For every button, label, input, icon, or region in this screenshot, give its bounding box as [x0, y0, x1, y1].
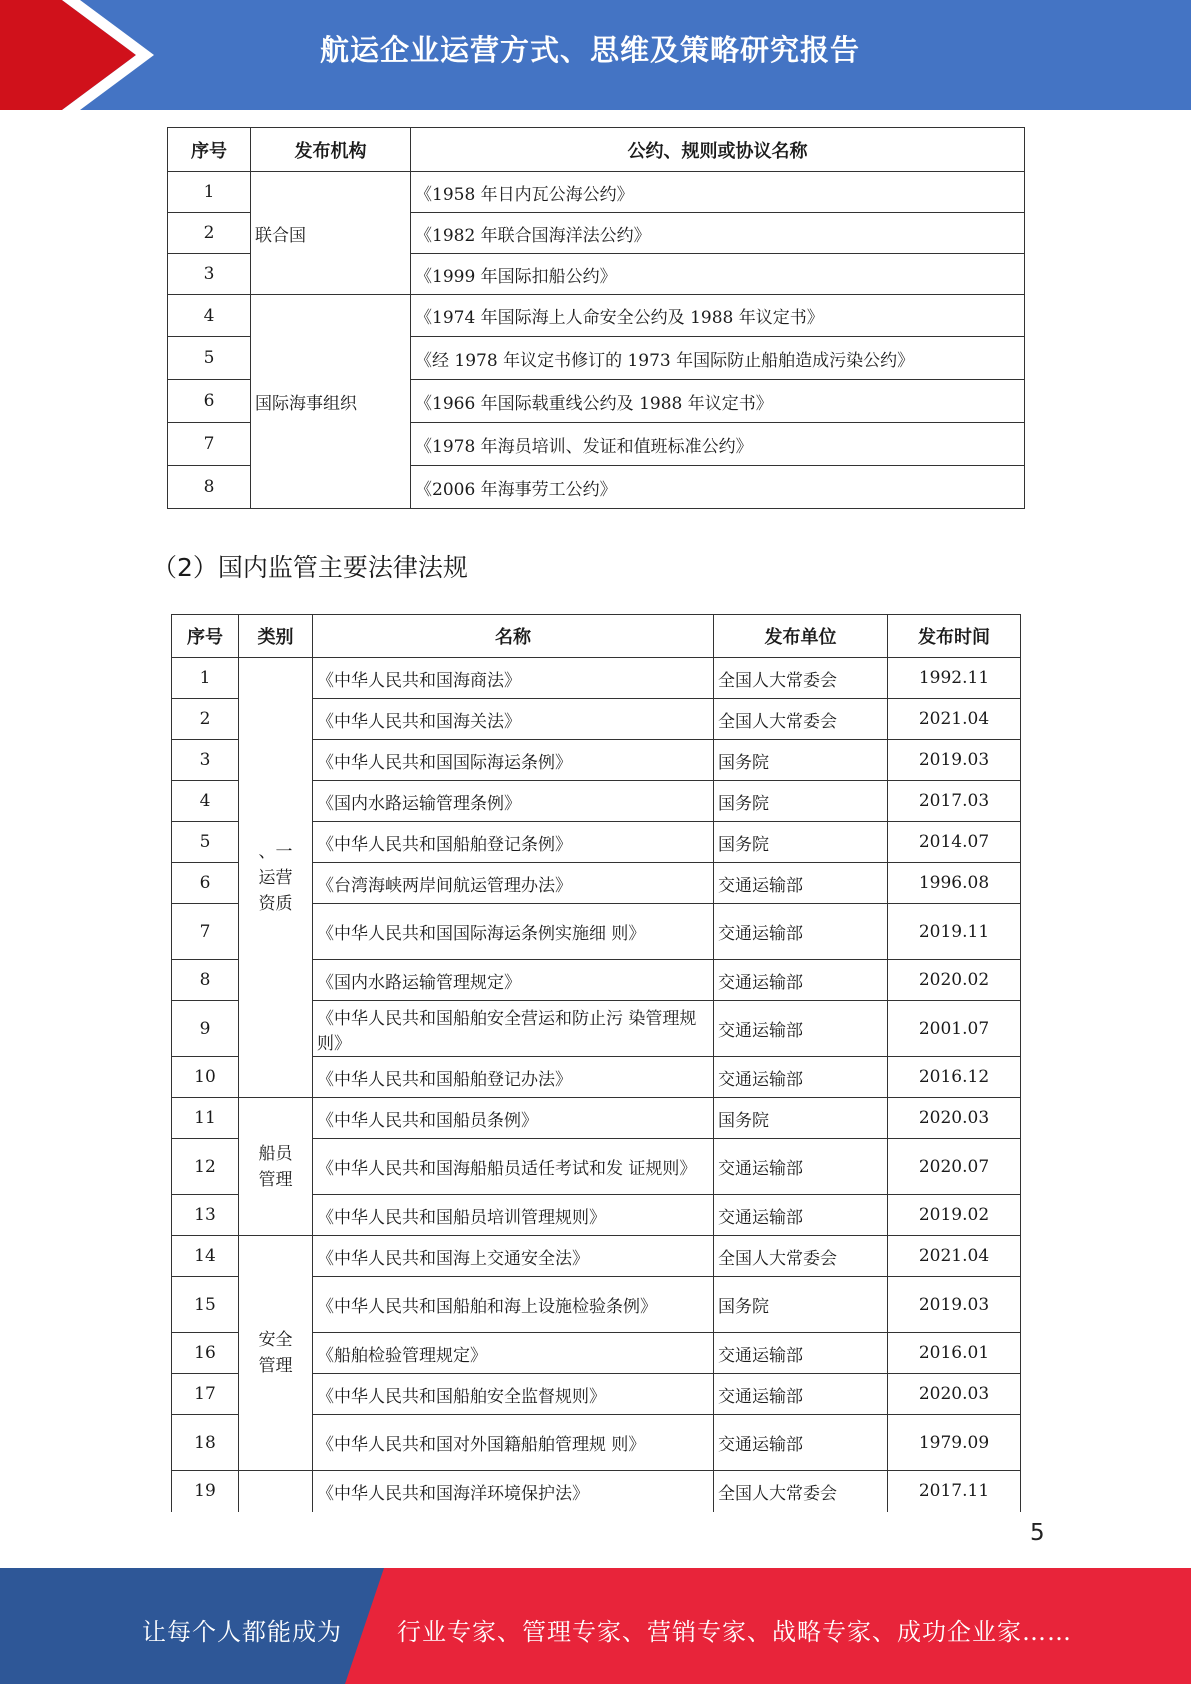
org-cell: 国际海事组织: [251, 295, 411, 509]
row-no: 16: [172, 1333, 239, 1374]
issuer: 交通运输部: [714, 1195, 888, 1236]
regulation-name: 《中华人民共和国船舶登记条例》: [313, 822, 714, 863]
regulation-name: 《国内水路运输管理规定》: [313, 960, 714, 1001]
issuer: 交通运输部: [714, 1333, 888, 1374]
row-no: 3: [168, 254, 251, 295]
regulation-name: 《中华人民共和国国际海运条例》: [313, 740, 714, 781]
issuer: 国务院: [714, 1277, 888, 1333]
category-line: 、一: [258, 841, 293, 862]
issuer: 国务院: [714, 822, 888, 863]
issue-date: 2021.04: [888, 1236, 1021, 1277]
issue-date: 2016.01: [888, 1333, 1021, 1374]
issuer: 交通运输部: [714, 863, 888, 904]
regulation-name: 《中华人民共和国海商法》: [313, 658, 714, 699]
col-header-date: 发布时间: [888, 615, 1021, 658]
row-no: 10: [172, 1057, 239, 1098]
row-no: 5: [168, 337, 251, 380]
table-header-row: [172, 615, 1021, 658]
issuer: 交通运输部: [714, 1374, 888, 1415]
issue-date: 2017.03: [888, 781, 1021, 822]
row-no: 7: [168, 423, 251, 466]
col-header-name: 公约、规则或协议名称: [411, 128, 1025, 172]
row-no: 19: [172, 1471, 239, 1512]
col-header-org: 发布机构: [251, 128, 411, 172]
regulation-name: 《船舶检验管理规定》: [313, 1333, 714, 1374]
row-no: 15: [172, 1277, 239, 1333]
issuer: 交通运输部: [714, 1415, 888, 1471]
regulation-name: 《中华人民共和国海洋环境保护法》: [313, 1471, 714, 1512]
regulation-name: 《中华人民共和国海上交通安全法》: [313, 1236, 714, 1277]
issue-date: 2019.11: [888, 904, 1021, 960]
regulation-name: 《中华人民共和国海船船员适任考试和发 证规则》: [313, 1139, 714, 1195]
row-no: 8: [172, 960, 239, 1001]
regulation-name: 《中华人民共和国船舶登记办法》: [313, 1057, 714, 1098]
row-no: 7: [172, 904, 239, 960]
issuer: 国务院: [714, 781, 888, 822]
regulation-name: 《台湾海峡两岸间航运管理办法》: [313, 863, 714, 904]
section-title: （2）国内监管主要法律法规: [152, 553, 468, 582]
row-no: 5: [172, 822, 239, 863]
issue-date: 2019.03: [888, 740, 1021, 781]
issue-date: 2020.03: [888, 1098, 1021, 1139]
issue-date: 2014.07: [888, 822, 1021, 863]
issuer: 交通运输部: [714, 904, 888, 960]
footer-slogan-left: 让每个人都能成为: [142, 1618, 342, 1646]
row-no: 2: [172, 699, 239, 740]
convention-name: 《经 1978 年议定书修订的 1973 年国际防止船舶造成污染公约》: [411, 337, 1025, 380]
issue-date: 2017.11: [888, 1471, 1021, 1512]
regulation-name: 《中华人民共和国船舶安全监督规则》: [313, 1374, 714, 1415]
category-line: 资质: [258, 893, 293, 914]
regulation-name: 《中华人民共和国海关法》: [313, 699, 714, 740]
convention-name: 《2006 年海事劳工公约》: [411, 466, 1025, 509]
row-no: 14: [172, 1236, 239, 1277]
col-header-issuer: 发布单位: [714, 615, 888, 658]
row-no: 4: [172, 781, 239, 822]
category-line: 船员: [258, 1143, 293, 1164]
category-line: 安全: [258, 1330, 293, 1350]
row-no: 4: [168, 295, 251, 337]
row-no: 17: [172, 1374, 239, 1415]
issuer: 国务院: [714, 1098, 888, 1139]
convention-name: 《1966 年国际载重线公约及 1988 年议定书》: [411, 380, 1025, 423]
col-header-name: 名称: [313, 615, 714, 658]
regulation-name: 《中华人民共和国船舶安全营运和防止污 染管理规则》: [313, 1001, 714, 1057]
row-no: 18: [172, 1415, 239, 1471]
table-row: [172, 658, 1021, 699]
report-header: [0, 0, 1191, 110]
row-no: 6: [172, 863, 239, 904]
row-no: 11: [172, 1098, 239, 1139]
category-line: 管理: [258, 1169, 293, 1190]
row-no: 12: [172, 1139, 239, 1195]
table-header-row: [168, 128, 1025, 172]
category-line: 管理: [258, 1356, 293, 1376]
domestic-regulations-table: [171, 614, 1021, 1512]
regulation-name: 《中华人民共和国船舶和海上设施检验条例》: [313, 1277, 714, 1333]
issuer: 交通运输部: [714, 1057, 888, 1098]
issue-date: 2020.03: [888, 1374, 1021, 1415]
category-cell: [239, 1098, 313, 1236]
col-header-no: 序号: [172, 615, 239, 658]
table-row: [168, 295, 1025, 337]
category-cell: [239, 1471, 313, 1512]
intl-conventions-table: [167, 127, 1025, 509]
table-row: [172, 1236, 1021, 1277]
row-no: 6: [168, 380, 251, 423]
category-cell: [239, 658, 313, 1098]
issue-date: 1996.08: [888, 863, 1021, 904]
issuer: 交通运输部: [714, 1139, 888, 1195]
issuer: 国务院: [714, 740, 888, 781]
convention-name: 《1958 年日内瓦公海公约》: [411, 172, 1025, 213]
table-row: [172, 1098, 1021, 1139]
table-row: [172, 1471, 1021, 1512]
org-cell: 联合国: [251, 172, 411, 295]
convention-name: 《1974 年国际海上人命安全公约及 1988 年议定书》: [411, 295, 1025, 337]
regulation-name: 《中华人民共和国国际海运条例实施细 则》: [313, 904, 714, 960]
issue-date: 2001.07: [888, 1001, 1021, 1057]
convention-name: 《1978 年海员培训、发证和值班标准公约》: [411, 423, 1025, 466]
convention-name: 《1982 年联合国海洋法公约》: [411, 213, 1025, 254]
issuer: 全国人大常委会: [714, 1471, 888, 1512]
col-header-no: 序号: [168, 128, 251, 172]
report-title: 航运企业运营方式、思维及策略研究报告: [320, 33, 861, 67]
issue-date: 2016.12: [888, 1057, 1021, 1098]
table-row: [168, 172, 1025, 213]
issuer: 全国人大常委会: [714, 658, 888, 699]
regulation-name: 《国内水路运输管理条例》: [313, 781, 714, 822]
issue-date: 2019.02: [888, 1195, 1021, 1236]
regulation-name: 《中华人民共和国对外国籍船舶管理规 则》: [313, 1415, 714, 1471]
page-number: 5: [1030, 1520, 1045, 1546]
issuer: 全国人大常委会: [714, 1236, 888, 1277]
category-cell: [239, 1236, 313, 1471]
issue-date: 1979.09: [888, 1415, 1021, 1471]
row-no: 3: [172, 740, 239, 781]
category-line: 运营: [258, 867, 293, 888]
row-no: 2: [168, 213, 251, 254]
row-no: 1: [172, 658, 239, 699]
issuer: 全国人大常委会: [714, 699, 888, 740]
col-header-category: 类别: [239, 615, 313, 658]
row-no: 1: [168, 172, 251, 213]
footer-slogan-right: 行业专家、管理专家、营销专家、战略专家、成功企业家……: [397, 1618, 1072, 1646]
issue-date: 2021.04: [888, 699, 1021, 740]
regulation-name: 《中华人民共和国船员培训管理规则》: [313, 1195, 714, 1236]
row-no: 8: [168, 466, 251, 509]
issuer: 交通运输部: [714, 960, 888, 1001]
convention-name: 《1999 年国际扣船公约》: [411, 254, 1025, 295]
issue-date: 2020.02: [888, 960, 1021, 1001]
row-no: 9: [172, 1001, 239, 1057]
row-no: 13: [172, 1195, 239, 1236]
regulation-name: 《中华人民共和国船员条例》: [313, 1098, 714, 1139]
issuer: 交通运输部: [714, 1001, 888, 1057]
issue-date: 2020.07: [888, 1139, 1021, 1195]
issue-date: 1992.11: [888, 658, 1021, 699]
issue-date: 2019.03: [888, 1277, 1021, 1333]
report-footer: [0, 1568, 1191, 1684]
